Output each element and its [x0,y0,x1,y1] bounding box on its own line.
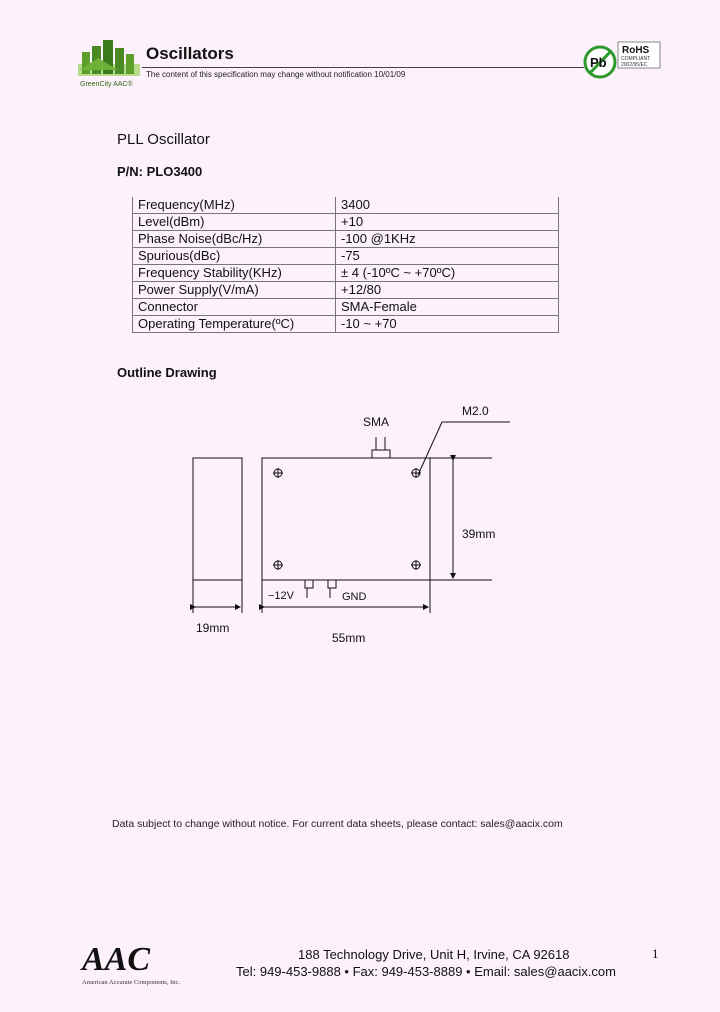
spec-row [133,316,559,333]
rohs-line2: 2002/95/EC [621,62,648,68]
spec-param: Frequency(MHz) [133,197,336,214]
mounting-hole-icon [411,468,421,478]
top-view-body [262,458,430,580]
company-address: 188 Technology Drive, Unit H, Irvine, CA 92618 [298,947,570,962]
aac-logo-text: AAC [82,941,151,978]
label-gnd: GND [342,591,367,603]
sma-connector [372,450,390,458]
spec-value: SMA-Female [336,299,559,316]
spec-value: 3400 [336,197,559,214]
side-view-body [193,458,242,580]
spec-value: -100 @1KHz [336,231,559,248]
aac-logo-subtitle: American Accurate Components, Inc. [82,979,181,986]
label-height: 39mm [462,527,496,541]
spec-row [133,231,559,248]
outline-drawing-title: Outline Drawing [117,365,217,380]
spec-param: Phase Noise(dBc/Hz) [133,231,336,248]
footer-note: Data subject to change without notice. For current data sheets, please contact: sales@aacix.com [112,818,563,830]
header-divider [142,67,584,68]
page-title: Oscillators [146,44,234,63]
document-title: PLL Oscillator [117,131,210,148]
change-notice: The content of this specification may change without notification 10/01/09 [146,70,406,79]
spec-row [133,197,559,214]
spec-row [133,265,559,282]
label-m2: M2.0 [462,404,489,418]
pb-text: Pb [590,55,607,70]
part-number: P/N: PLO3400 [117,164,203,179]
spec-value: -75 [336,248,559,265]
spec-row [133,299,559,316]
greencity-logo [78,38,140,90]
pin-gnd [328,580,336,588]
rohs-text: RoHS [622,45,650,56]
outline-drawing [180,395,520,655]
spec-param: Connector [133,299,336,316]
spec-value: +12/80 [336,282,559,299]
spec-row [133,282,559,299]
spec-param: Operating Temperature(ºC) [133,316,336,333]
spec-row [133,214,559,231]
spec-row [133,248,559,265]
spec-value: ± 4 (-10ºC ~ +70ºC) [336,265,559,282]
rohs-line1: COMPLIANT [621,56,651,62]
page-number: 1 [652,946,659,961]
label-sma: SMA [363,415,390,429]
company-contact: Tel: 949-453-9888 • Fax: 949-453-8889 • Email: sales@aacix.com [236,964,616,979]
spec-param: Frequency Stability(KHz) [133,265,336,282]
mounting-hole-icon [411,560,421,570]
label-19mm: 19mm [196,621,230,635]
spec-param: Spurious(dBc) [133,248,336,265]
pin-12v [305,580,313,588]
label-55mm: 55mm [332,631,366,645]
spec-param: Power Supply(V/mA) [133,282,336,299]
rohs-pb-free-badge [580,38,662,80]
mounting-hole-icon [273,468,283,478]
mounting-hole-icon [273,560,283,570]
spec-value: +10 [336,214,559,231]
spec-value: -10 ~ +70 [336,316,559,333]
aac-logo [80,940,215,988]
logo-text: GreenCity AAC® [80,81,133,88]
spec-param: Level(dBm) [133,214,336,231]
spec-table [132,197,559,333]
label-12v: −12V [268,590,294,602]
